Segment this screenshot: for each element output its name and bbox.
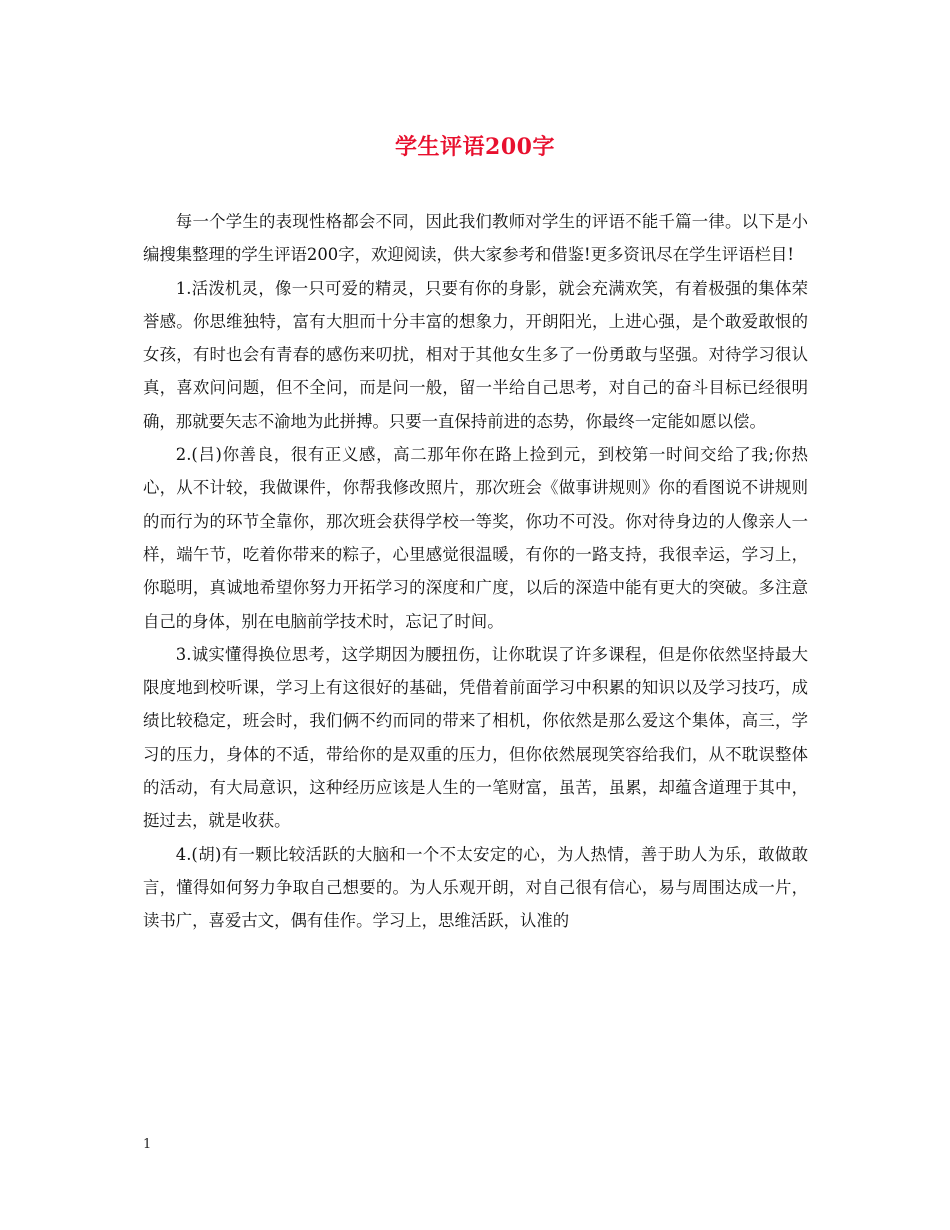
page-number: 1 xyxy=(143,1137,152,1152)
document-body xyxy=(143,205,808,938)
comment-paragraph-2: 2.(吕)你善良，很有正义感，高二那年你在路上捡到元，到校第一时间交给了我;你热心，从不计较，我做课件，你帮我修改照片，那次班会《做事讲规则》你的看图说不讲规则的而行为的环节全靠你，那次班会获得学校一等奖，你功不可没。你对待身边的人像亲人一样，端午节，吃着你带来的粽子，心里感觉很温暖，有你的一路支持，我很幸运，学习上，你聪明，真诚地希望你努力开拓学习的深度和广度，以后的深造中能有更大的突破。多注意自己的身体，别在电脑前学技术时，忘记了时间。 xyxy=(143,445,808,631)
intro-paragraph: 每一个学生的表现性格都会不同，因此我们教师对学生的评语不能千篇一律。以下是小编搜集整理的学生评语200字，欢迎阅读，供大家参考和借鉴!更多资讯尽在学生评语栏目! xyxy=(143,212,808,265)
comment-paragraph-1: 1.活泼机灵，像一只可爱的精灵，只要有你的身影，就会充满欢笑，有着极强的集体荣誉感。你思维独特，富有大胆而十分丰富的想象力，开朗阳光，上进心强，是个敢爱敢恨的女孩，有时也会有青春的感伤来叨扰，相对于其他女生多了一份勇敢与坚强。对待学习很认真，喜欢问问题，但不全问，而是问一般，留一半给自己思考，对自己的奋斗目标已经很明确，那就要矢志不渝地为此拼搏。只要一直保持前进的态势，你最终一定能如愿以偿。 xyxy=(143,278,808,431)
document-title: 学生评语200字 xyxy=(395,134,555,160)
comment-paragraph-3: 3.诚实懂得换位思考，这学期因为腰扭伤，让你耽误了许多课程，但是你依然坚持最大限度地到校听课，学习上有这很好的基础，凭借着前面学习中积累的知识以及学习技巧，成绩比较稳定，班会时，我们俩不约而同的带来了相机，你依然是那么爱这个集体，高三，学习的压力，身体的不适，带给你的是双重的压力，但你依然展现笑容给我们，从不耽误整体的活动，有大局意识，这种经历应该是人生的一笔财富，虽苦，虽累，却蕴含道理于其中，挺过去，就是收获。 xyxy=(143,644,808,831)
comment-paragraph-4: 4.(胡)有一颗比较活跃的大脑和一个不太安定的心，为人热情，善于助人为乐，敢做敢言，懂得如何努力争取自己想要的。为人乐观开朗，对自己很有信心，易与周围达成一片，读书广，喜爱古文，偶有佳作。学习上，思维活跃，认准的 xyxy=(143,844,808,931)
